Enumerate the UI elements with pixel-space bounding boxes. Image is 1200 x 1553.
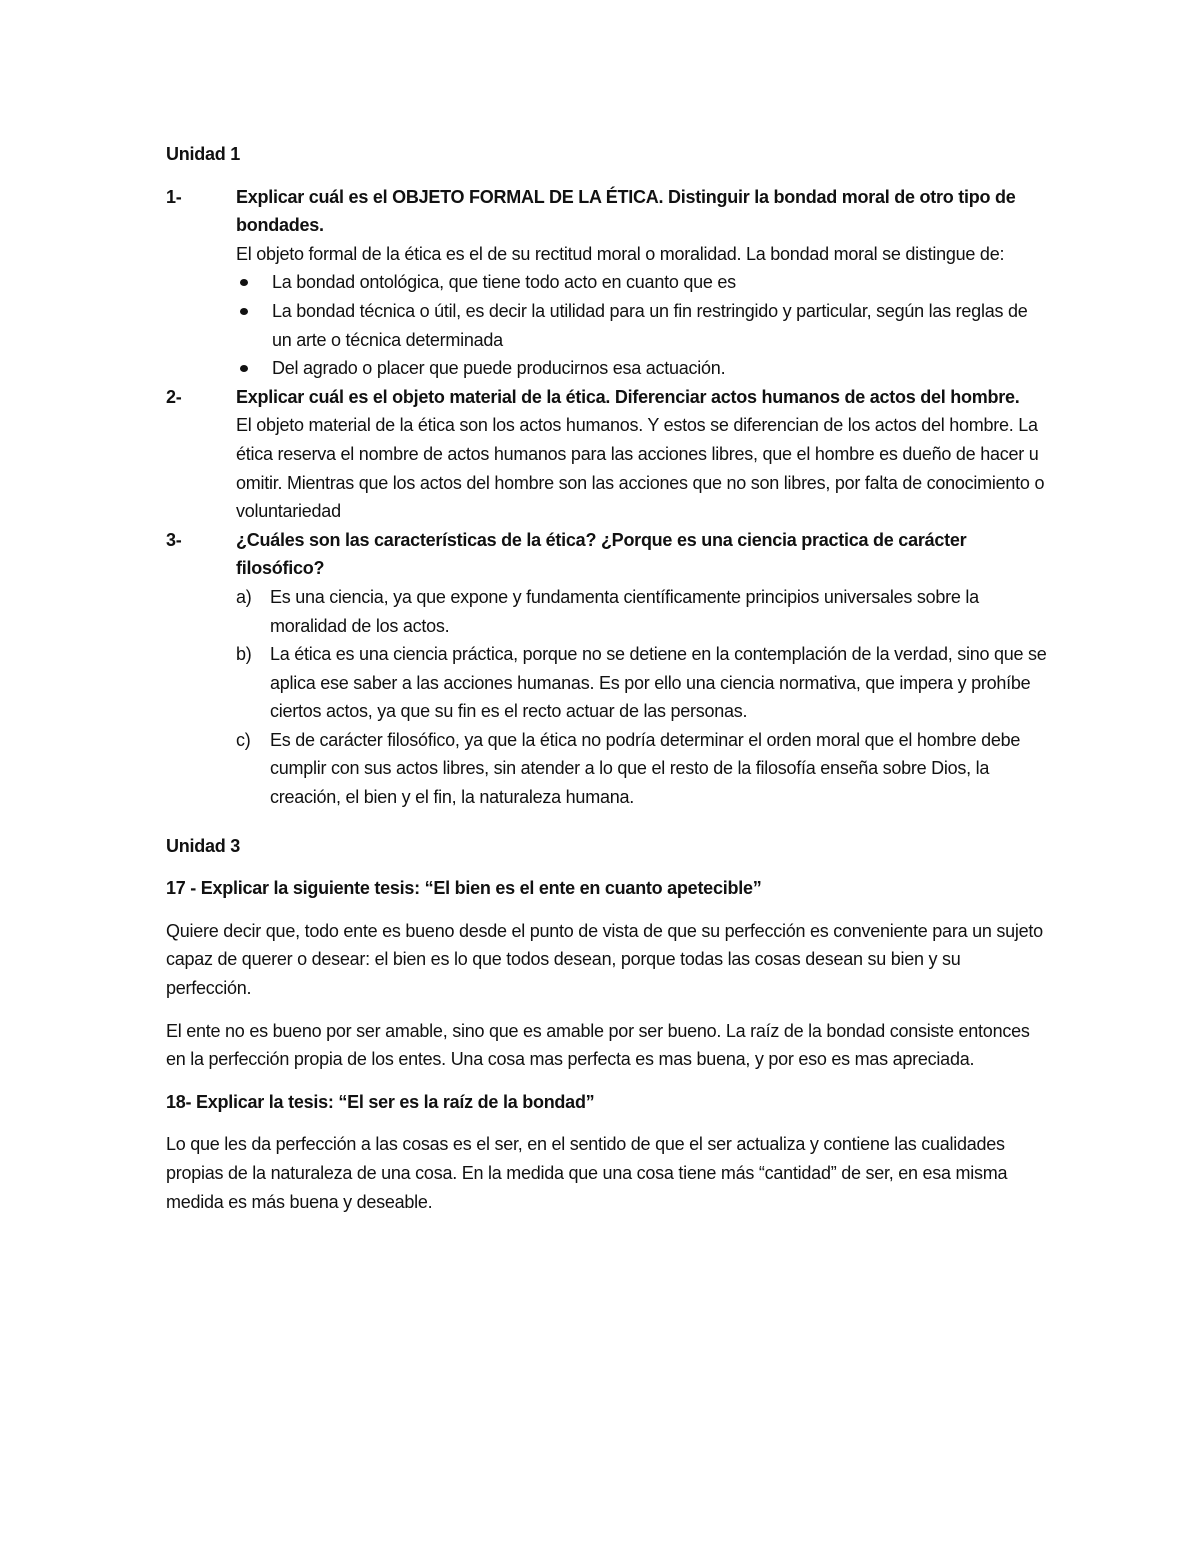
question-18-paragraph-1: Lo que les da perfección a las cosas es el ser, en el sentido de que el ser actualiza y contiene las cualidades propias de la naturaleza de una cosa. En la medida que una cosa tiene más “cantidad” de ser, en esa misma medida es más buena y deseable. <box>166 1134 1008 1212</box>
question-number: 3- <box>166 529 182 550</box>
question-text: Explicar cuál es el OBJETO FORMAL DE LA ÉTICA. Distinguir la bondad moral de otro tipo de bondades. <box>236 186 1016 236</box>
answer-text: El objeto material de la ética son los actos humanos. Y estos se diferencian de los actos del hombre. La ética reserva el nombre de actos humanos para las acciones libres, que el hombre es dueño de hacer u omitir. Mientras que los actos del hombre son las acciones que no son libres, por falta de conocimiento o voluntariedad <box>236 415 1045 522</box>
list-item: Del agrado o placer que puede producirnos esa actuación. <box>236 354 1050 383</box>
question-text: Explicar cuál es el objeto material de la ética. Diferenciar actos humanos de actos del hombre. <box>236 386 1020 407</box>
item-label: b) <box>236 644 252 665</box>
list-item: La bondad ontológica, que tiene todo acto en cuanto que es <box>236 268 1050 297</box>
question-text: ¿Cuáles son las características de la ética? ¿Porque es una ciencia practica de carácter filosófico? <box>236 529 967 579</box>
question-17-paragraph-2: El ente no es bueno por ser amable, sino que es amable por ser bueno. La raíz de la bondad consiste entonces en la perfección propia de los entes. Una cosa mas perfecta es mas buena, y por eso es mas apreciada. <box>166 1020 1030 1070</box>
question-2 <box>166 383 1050 526</box>
question-17-paragraph-1: Quiere decir que, todo ente es bueno desde el punto de vista de que su perfección es conveniente para un sujeto capaz de querer o desear: el bien es lo que todos desean, porque todas las cosas desean su bien y su perfección. <box>166 920 1043 999</box>
answer-text: El objeto formal de la ética es el de su rectitud moral o moralidad. La bondad moral se distingue de: <box>236 243 1005 264</box>
list-item: a) Es una ciencia, ya que expone y fundamenta científicamente principios universales sobre la moralidad de los actos. <box>236 583 1050 640</box>
question-18-heading: 18- Explicar la tesis: “El ser es la raíz de la bondad” <box>166 1091 595 1112</box>
item-label: a) <box>236 586 252 607</box>
question-1 <box>166 183 1050 383</box>
list-item: La bondad técnica o útil, es decir la utilidad para un fin restringido y particular, según las reglas de un arte o técnica determinada <box>236 297 1050 354</box>
question-17-heading: 17 - Explicar la siguiente tesis: “El bien es el ente en cuanto apetecible” <box>166 878 762 899</box>
lettered-list <box>236 583 1050 812</box>
bullet-icon <box>240 365 248 372</box>
item-label: c) <box>236 729 251 750</box>
bullet-icon <box>240 279 248 286</box>
unit-3-title: Unidad 3 <box>166 835 241 856</box>
list-item: b) La ética es una ciencia práctica, porque no se detiene en la contemplación de la verdad, sino que se aplica ese saber a las acciones humanas. Es por ello una ciencia normativa, que impera y prohíbe ciertos actos, ya que su fin es el recto actuar de las personas. <box>236 640 1050 726</box>
question-number: 2- <box>166 386 182 407</box>
bullet-list <box>236 268 1050 382</box>
unit-1-title: Unidad 1 <box>166 144 241 164</box>
question-number: 1- <box>166 186 182 207</box>
list-item: c) Es de carácter filosófico, ya que la ética no podría determinar el orden moral que el hombre debe cumplir con sus actos libres, sin atender a lo que el resto de la filosofía enseña sobre Dios, la creación, el bien y el fin, la naturaleza humana. <box>236 726 1050 812</box>
bullet-icon <box>240 308 248 315</box>
unit-1-question-list <box>166 183 1050 812</box>
question-3 <box>166 526 1050 812</box>
